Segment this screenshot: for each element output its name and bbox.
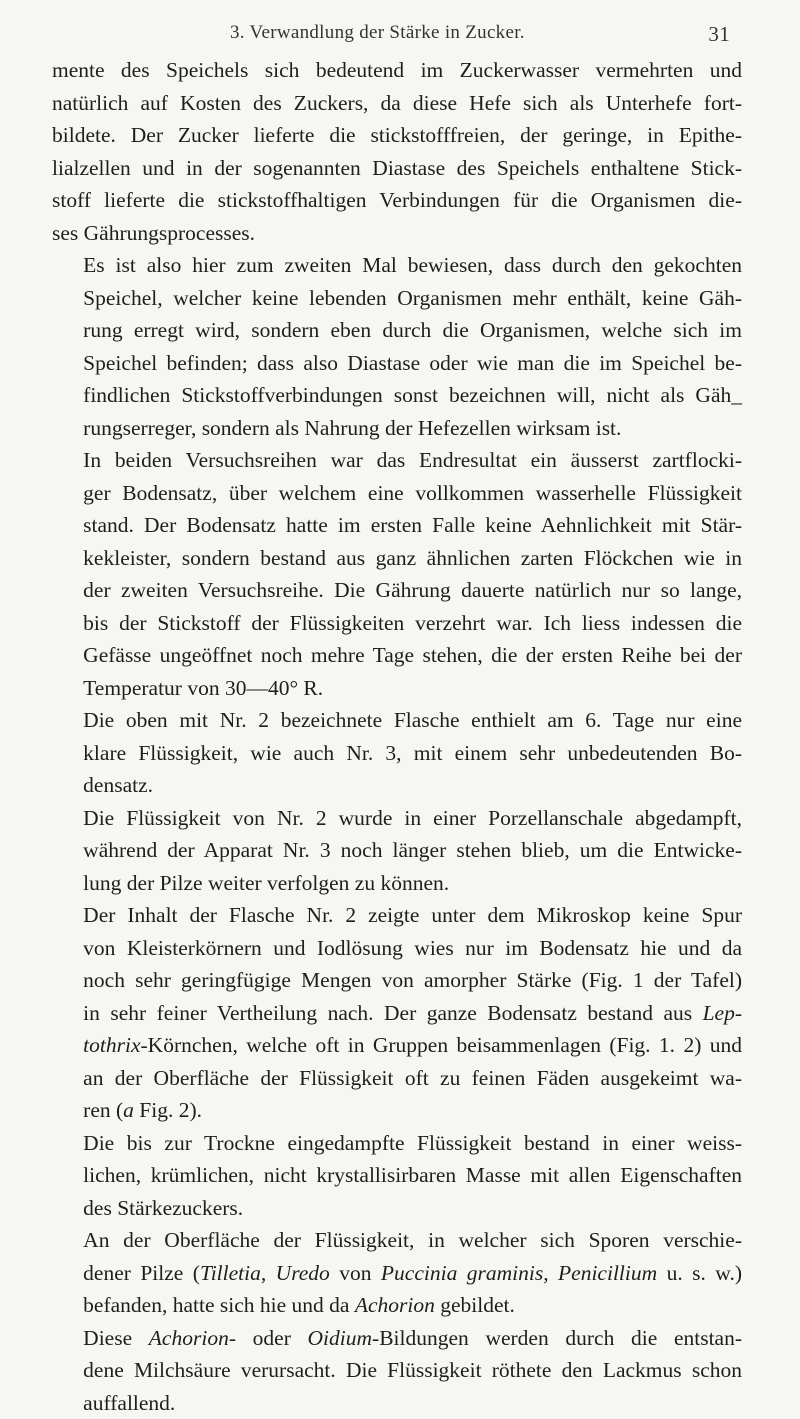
text-line: kekleister, sondern bestand aus ganz ähnlichen zarten Flöckchen wie in <box>52 542 742 575</box>
text-line: bildete. Der Zucker lieferte die stickstofffreien, der geringe, in Epithe- <box>52 119 742 152</box>
italic-term: Achorion- <box>149 1326 236 1350</box>
page-number: 31 <box>708 22 730 47</box>
text-line: Die oben mit Nr. 2 bezeichnete Flasche enthielt am 6. Tage nur eine <box>52 704 742 737</box>
paragraph-6 <box>52 899 742 1127</box>
text-line: Es ist also hier zum zweiten Mal bewiesen, dass durch den gekochten <box>52 249 742 282</box>
text-line: während der Apparat Nr. 3 noch länger stehen blieb, um die Entwicke- <box>52 834 742 867</box>
text-line: in sehr feiner Vertheilung nach. Der ganze Bodensatz bestand aus Lep- <box>52 997 742 1030</box>
text-line: Diese Achorion- oder Oidium-Bildungen werden durch die entstan- <box>52 1322 742 1355</box>
text-line: rungserreger, sondern als Nahrung der Hefezellen wirksam ist. <box>52 412 742 445</box>
italic-term: Oidium <box>308 1326 373 1350</box>
text-line: tothrix-Körnchen, welche oft in Gruppen beisammenlagen (Fig. 1. 2) und <box>52 1029 742 1062</box>
text-line: natürlich auf Kosten des Zuckers, da diese Hefe sich als Unterhefe fort- <box>52 87 742 120</box>
text-line: Die Flüssigkeit von Nr. 2 wurde in einer Porzellanschale abgedampft, <box>52 802 742 835</box>
paragraph-9 <box>52 1322 742 1419</box>
text-line: rung erregt wird, sondern eben durch die Organismen, welche sich im <box>52 314 742 347</box>
paragraph-3 <box>52 444 742 704</box>
text-line: Der Inhalt der Flasche Nr. 2 zeigte unter dem Mikroskop keine Spur <box>52 899 742 932</box>
paragraph-5 <box>52 802 742 900</box>
text-line: der zweiten Versuchsreihe. Die Gährung dauerte natürlich nur so lange, <box>52 574 742 607</box>
text-line: An der Oberfläche der Flüssigkeit, in welcher sich Sporen verschie- <box>52 1224 742 1257</box>
text-line: lung der Pilze weiter verfolgen zu können. <box>52 867 742 900</box>
text-line: Speichel, welcher keine lebenden Organismen mehr enthält, keine Gäh- <box>52 282 742 315</box>
body-text <box>52 54 742 1419</box>
text-line: stoff lieferte die stickstoffhaltigen Verbindungen für die Organismen die- <box>52 184 742 217</box>
text-line: befanden, hatte sich hie und da Achorion gebildet. <box>52 1289 742 1322</box>
text-line: des Stärkezuckers. <box>52 1192 742 1225</box>
text-line: stand. Der Bodensatz hatte im ersten Falle keine Aehnlichkeit mit Stär- <box>52 509 742 542</box>
text-line: bis der Stickstoff der Flüssigkeiten verzehrt war. Ich liess indessen die <box>52 607 742 640</box>
text-line: auffallend. <box>52 1387 742 1419</box>
text-line: dene Milchsäure verursacht. Die Flüssigkeit röthete den Lackmus schon <box>52 1354 742 1387</box>
paragraph-7 <box>52 1127 742 1225</box>
text-line: von Kleisterkörnern und Iodlösung wies nur im Bodensatz hie und da <box>52 932 742 965</box>
paragraph-4 <box>52 704 742 802</box>
text-line: dener Pilze (Tilletia, Uredo von Puccinia graminis, Penicillium u. s. w.) <box>52 1257 742 1290</box>
italic-term: tothrix <box>83 1033 140 1057</box>
paragraph-8 <box>52 1224 742 1322</box>
text-line: ger Bodensatz, über welchem eine vollkommen wasserhelle Flüssigkeit <box>52 477 742 510</box>
text-line: Speichel befinden; dass also Diastase oder wie man die im Speichel be- <box>52 347 742 380</box>
text-line: lialzellen und in der sogenannten Diastase des Speichels enthaltene Stick- <box>52 152 742 185</box>
text-line: Die bis zur Trockne eingedampfte Flüssigkeit bestand in einer weiss- <box>52 1127 742 1160</box>
text-line: mente des Speichels sich bedeutend im Zuckerwasser vermehrten und <box>52 54 742 87</box>
text-line: ses Gährungsprocesses. <box>52 217 742 250</box>
paragraph-1 <box>52 54 742 249</box>
text-line: noch sehr geringfügige Mengen von amorpher Stärke (Fig. 1 der Tafel) <box>52 964 742 997</box>
italic-term: Achorion <box>355 1293 435 1317</box>
text-line: densatz. <box>52 769 742 802</box>
running-head <box>230 22 730 44</box>
italic-term: Puccinia graminis, Penicillium <box>381 1261 657 1285</box>
text-line: ren (a Fig. 2). <box>52 1094 742 1127</box>
text-line: lichen, krümlichen, nicht krystallisirbaren Masse mit allen Eigenschaften <box>52 1159 742 1192</box>
text-line: findlichen Stickstoffverbindungen sonst bezeichnen will, nicht als Gäh_ <box>52 379 742 412</box>
text-line: Temperatur von 30—40° R. <box>52 672 742 705</box>
paragraph-2 <box>52 249 742 444</box>
text-line: Gefässe ungeöffnet noch mehre Tage stehen, die der ersten Reihe bei der <box>52 639 742 672</box>
chapter-title: 3. Verwandlung der Stärke in Zucker. <box>230 22 525 44</box>
text-line: In beiden Versuchsreihen war das Endresultat ein äusserst zartflocki- <box>52 444 742 477</box>
italic-term: Lep- <box>703 1001 742 1025</box>
italic-term: Tilletia, Uredo <box>200 1261 330 1285</box>
italic-term: a <box>123 1098 134 1122</box>
text-line: klare Flüssigkeit, wie auch Nr. 3, mit einem sehr unbedeutenden Bo- <box>52 737 742 770</box>
text-line: an der Oberfläche der Flüssigkeit oft zu feinen Fäden ausgekeimt wa- <box>52 1062 742 1095</box>
